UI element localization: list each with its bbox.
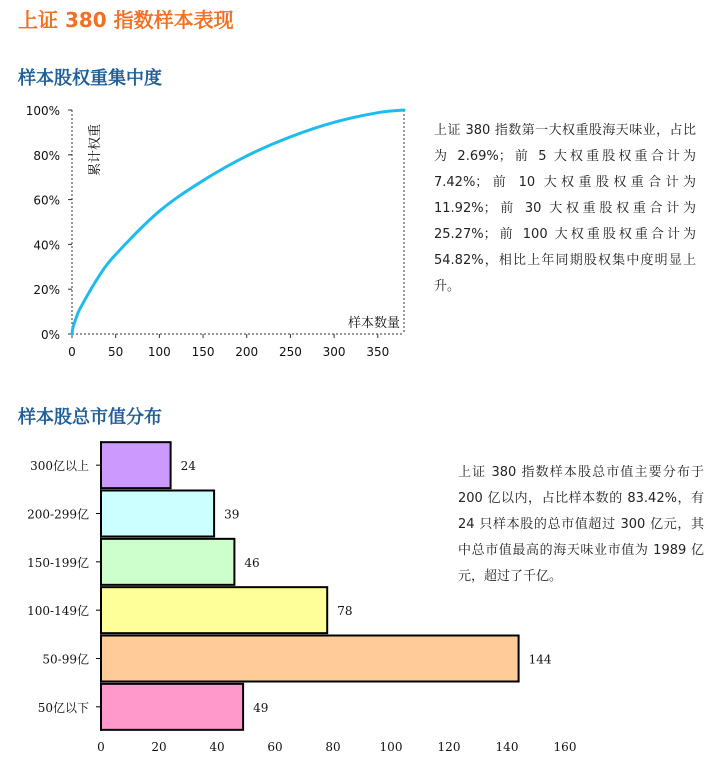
bar-x-tick-label: 80 [325,740,341,754]
x-axis-title: 样本数量 [347,316,400,331]
bar-x-tick-label: 160 [553,740,577,754]
y-tick-label: 80% [33,148,60,163]
bar-x-tick-label: 120 [437,740,461,754]
market-cap-note: 上证 380 指数样本股总市值主要分布于 200 亿以内，占比样本数的 83.42%，有 24 只样本股的总市值超过 300 亿元，其中总市值最高的海天味业市值为 1989 亿元，超过了千亿。 [458,465,704,584]
bar-value-label: 78 [337,604,353,619]
bar-x-tick-label: 0 [97,740,105,754]
y-tick-label: 0% [40,328,60,342]
bar-value-label: 49 [253,700,269,715]
bar-category-label: 300亿以上 [30,459,89,474]
weight-concentration-note: 上证 380 指数第一大权重股海天味业，占比为 2.69%；前 5 大权重股权重合计为 7.42%；前 10 大权重股权重合计为 11.92%；前 30 大权重股权重合计为 25.27%；前 100 大权重股权重合计为 54.82%，相比上年同期股权集中度明显上升。 [434,123,696,294]
x-tick-label: 0 [68,345,76,359]
bar-value-label: 144 [528,652,552,667]
bar-x-tick-label: 60 [267,740,283,754]
bar-x-tick-label: 140 [495,740,519,754]
bar-2 [101,539,234,585]
section-title-market-cap-distribution: 样本股总市值分布 [18,407,162,428]
bar-5 [101,684,243,730]
bar-value-label: 39 [224,507,240,522]
bar-category-label: 100-149亿 [27,604,89,619]
bar-category-label: 150-199亿 [27,555,89,570]
page-title: 上证 380 指数样本表现 [18,8,234,32]
bar-x-tick-label: 20 [151,740,167,754]
y-axis-title: 累计权重 [88,123,103,177]
bar-category-label: 200-299亿 [27,507,89,522]
x-tick-label: 300 [322,345,346,359]
x-tick-label: 250 [278,345,302,359]
y-tick-label: 100% [25,104,60,118]
section-title-weight-concentration: 样本股权重集中度 [18,68,162,89]
y-tick-label: 60% [33,193,60,208]
bar-3 [101,587,327,633]
bar-4 [101,636,519,682]
y-tick-label: 20% [33,283,60,298]
x-tick-label: 150 [191,345,215,359]
bar-category-label: 50-99亿 [42,652,89,667]
x-tick-label: 50 [108,345,124,359]
x-tick-label: 350 [366,345,390,359]
x-tick-label: 200 [235,345,259,359]
bar-category-label: 50亿以下 [37,700,89,715]
bar-value-label: 46 [244,555,260,570]
bar-1 [101,491,214,537]
bar-x-tick-label: 100 [379,740,403,754]
x-tick-label: 100 [147,345,171,359]
y-tick-label: 40% [33,238,60,253]
bar-value-label: 24 [180,459,196,474]
bar-x-tick-label: 40 [209,740,225,754]
bar-0 [101,442,171,488]
